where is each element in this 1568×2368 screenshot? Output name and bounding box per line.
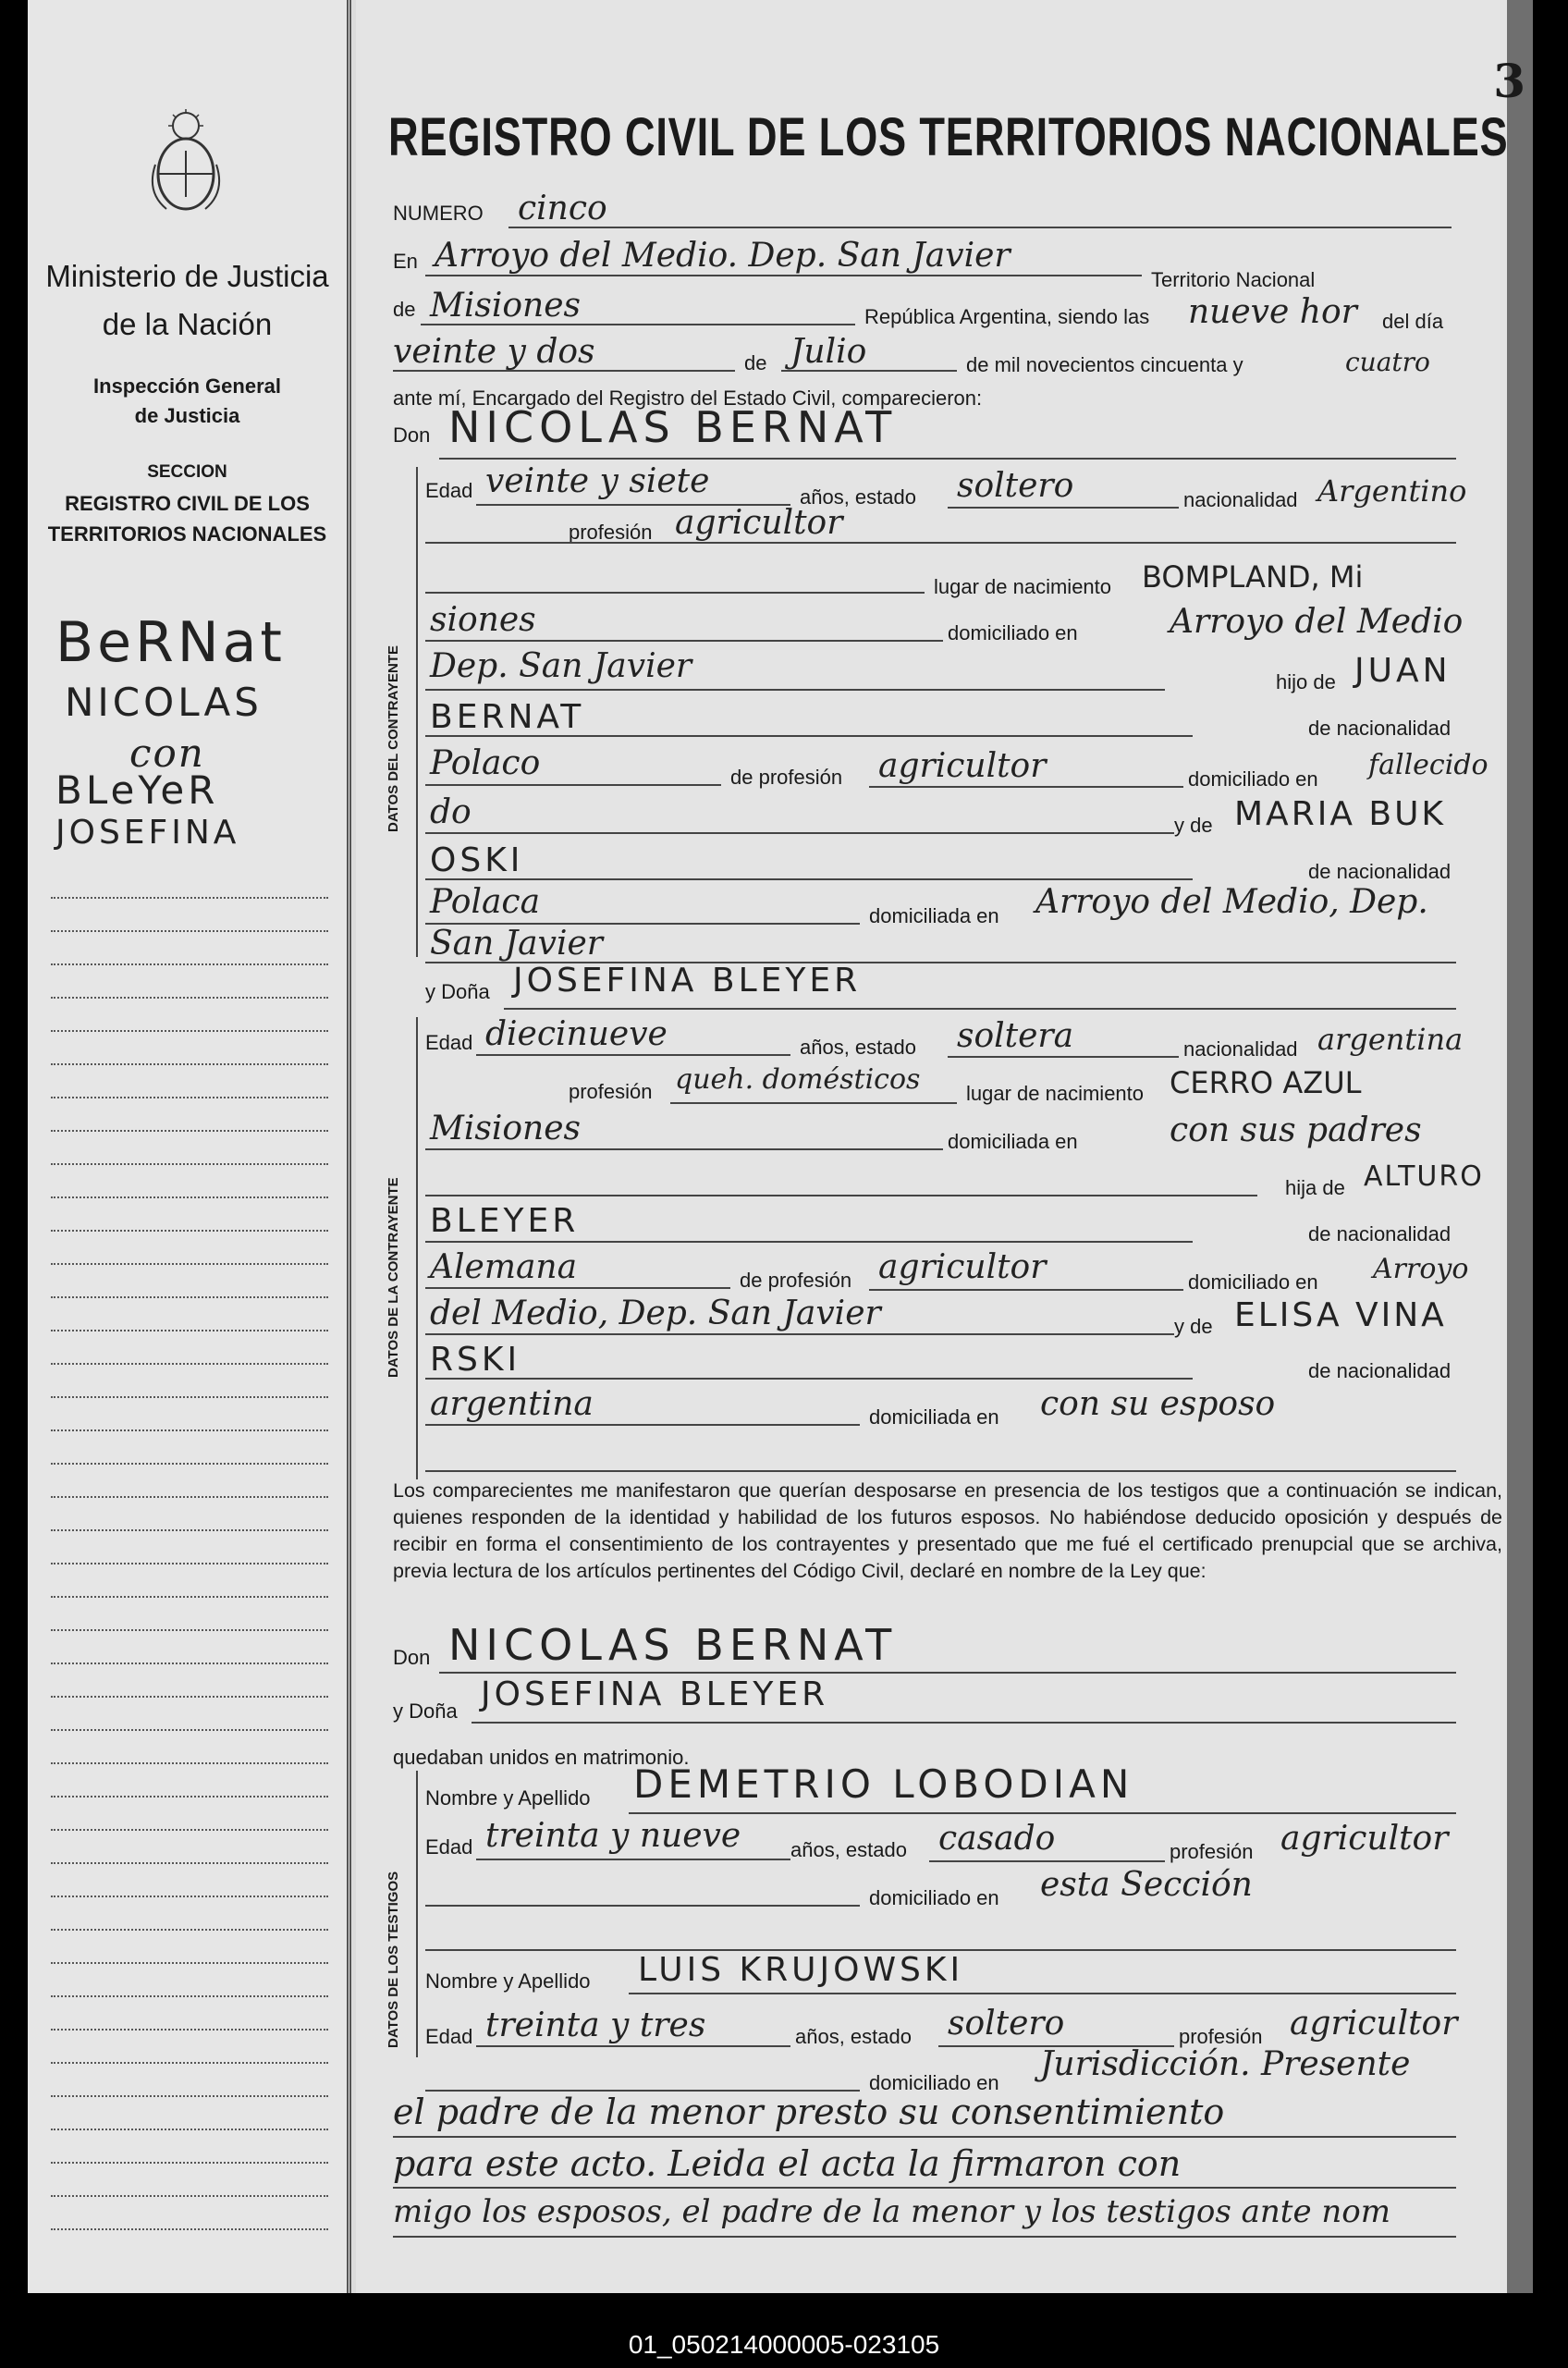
margin-rule: [51, 1563, 328, 1564]
rule: [476, 2045, 790, 2047]
rule: [421, 324, 855, 325]
de-nacionalidad-label-3: de nacionalidad: [1308, 1222, 1452, 1245]
profesion-label-2: profesión: [569, 1080, 653, 1103]
padre-nacionalidad: Polaco: [430, 744, 541, 782]
rule: [629, 1812, 1456, 1814]
domiciliado-label: domiciliado en: [948, 621, 1078, 644]
t1-nombre-label: Nombre y Apellido: [425, 1786, 591, 1810]
inspeccion-label: Inspección General: [93, 374, 281, 398]
decl-don-label: Don: [393, 1646, 431, 1669]
del-dia-label: del día: [1382, 310, 1444, 333]
margin-rule: [51, 1263, 328, 1265]
testigos-bracket: [416, 1771, 418, 2057]
rule: [425, 1905, 860, 1907]
nacionalidad-value: Argentino: [1317, 473, 1467, 509]
margin-rule: [51, 2029, 328, 2031]
territorio-label: Territorio Nacional: [1151, 268, 1316, 291]
padre-value-2: ALTURO: [1364, 1160, 1484, 1193]
image-footer-id: 01_050214000005-023105: [628, 2330, 940, 2359]
margin-rule: [51, 1896, 328, 1897]
madre-domiciliada: Arroyo del Medio, Dep.: [1035, 883, 1428, 921]
rule: [393, 2136, 1456, 2138]
rule: [670, 1102, 957, 1104]
rule: [439, 1672, 1456, 1674]
closing-line-1: el padre de la menor presto su consentimiento: [393, 2092, 1225, 2132]
contrayente-bracket: [416, 467, 418, 957]
rule: [425, 832, 1174, 834]
domiciliada-label: domiciliada en: [948, 1130, 1078, 1153]
rule: [393, 2187, 1456, 2189]
y-de-label-2: y de: [1174, 1315, 1213, 1338]
margin-rule: [51, 1330, 328, 1331]
margin-rule: [51, 1796, 328, 1797]
en-label: En: [393, 250, 418, 273]
rule: [393, 370, 735, 372]
madre-domiciliada-cont: San Javier: [430, 925, 604, 963]
edad-label: Edad: [425, 479, 473, 502]
madre-domiciliada-label-2: domiciliada en: [869, 1405, 999, 1429]
padre-nacionalidad-2: Alemana: [430, 1248, 578, 1286]
lugar-nacimiento-label-2: lugar de nacimiento: [966, 1082, 1145, 1105]
rule: [425, 735, 1193, 737]
margin-rule: [51, 1729, 328, 1731]
contrayenta-bracket: [416, 1017, 418, 1479]
margin-rule: [51, 1962, 328, 1964]
rule: [629, 1993, 1456, 1994]
margin-rule: [51, 1230, 328, 1232]
padre-domiciliado-label: domiciliado en: [1188, 767, 1318, 791]
rule: [425, 689, 1165, 691]
margin-rule: [51, 1363, 328, 1365]
margin-note-surname2: BLeYeR: [55, 767, 219, 813]
de-nacionalidad-label-2: de nacionalidad: [1308, 860, 1452, 883]
margin-note-name: NICOLAS: [65, 680, 263, 725]
rule: [472, 1722, 1456, 1724]
margin-rule: [51, 1663, 328, 1664]
margin-rule: [51, 1396, 328, 1398]
t1-edad-label: Edad: [425, 1835, 473, 1859]
rule: [425, 1287, 730, 1289]
register-page: [28, 0, 1533, 2293]
margin-note-con: con: [129, 730, 205, 776]
t1-estado-value: casado: [938, 1820, 1056, 1858]
madre-cont-2: RSKI: [430, 1341, 521, 1379]
closing-line-3: migo los esposos, el padre de la menor y los testigos ante nom: [393, 2193, 1391, 2230]
t2-edad-value: treinta y tres: [485, 2006, 706, 2044]
margin-rule: [51, 1629, 328, 1631]
rule: [425, 1241, 1193, 1243]
margin-rule: [51, 1529, 328, 1531]
rule: [425, 1470, 1456, 1472]
rule: [425, 640, 943, 642]
margin-note-surname: BeRNat: [55, 610, 286, 675]
padre-cont-2: BLEYER: [430, 1202, 580, 1240]
closing-line-2: para este acto. Leida el acta la firmaron con: [393, 2143, 1182, 2184]
t2-estado-value: soltero: [948, 2005, 1065, 2043]
hija-label: hija de: [1285, 1176, 1345, 1199]
rule: [504, 1008, 1456, 1010]
t2-domiciliado-value: Jurisdicción. Presente: [1040, 2045, 1411, 2083]
margin-rule: [51, 897, 328, 899]
rule: [393, 2236, 1456, 2238]
margin-rule: [51, 2095, 328, 2097]
margin-rule: [51, 1862, 328, 1864]
padre-domiciliado-label-2: domiciliado en: [1188, 1270, 1318, 1294]
nacionalidad-label: nacionalidad: [1183, 488, 1298, 511]
decl-don-value: NICOLAS BERNAT: [448, 1620, 898, 1670]
rule: [425, 1195, 1257, 1196]
edad-label-2: Edad: [425, 1031, 473, 1054]
anos-label: años, estado: [800, 485, 916, 509]
edad-value: veinte y siete: [485, 462, 710, 500]
estado-value-2: soltera: [957, 1017, 1074, 1055]
hora-value: nueve hor: [1188, 293, 1357, 331]
t1-domiciliado-value: esta Sección: [1040, 1866, 1253, 1904]
margin-rule: [51, 2228, 328, 2230]
republica-label: República Argentina, siendo las: [864, 305, 1150, 328]
padre-profesion-2: agricultor: [878, 1248, 1047, 1286]
madre-domiciliada-2: con su esposo: [1040, 1385, 1276, 1423]
rule: [425, 542, 1456, 544]
de-nacionalidad-label: de nacionalidad: [1308, 717, 1452, 740]
domiciliado-value: Arroyo del Medio: [1170, 603, 1464, 641]
domiciliado-cont: Dep. San Javier: [430, 647, 692, 685]
lugar-nacimiento-label: lugar de nacimiento: [934, 575, 1112, 598]
rule: [425, 1333, 1174, 1335]
rule: [781, 370, 957, 372]
rule: [869, 786, 1183, 788]
t2-profesion-label: profesión: [1179, 2025, 1263, 2048]
margin-note-name2: JOSEFINA: [55, 814, 240, 852]
t1-nombre-value: DEMETRIO LOBODIAN: [633, 1761, 1134, 1807]
nacionalidad-value-2: argentina: [1317, 1022, 1464, 1057]
lugar-nacimiento-value: BOMPLAND, Mi: [1142, 559, 1364, 595]
edad-value-2: diecinueve: [485, 1015, 668, 1053]
margin-rule: [51, 1296, 328, 1298]
margin-rule: [51, 1063, 328, 1065]
padre-domiciliado: fallecido: [1368, 749, 1488, 781]
t2-anos-label: años, estado: [795, 2025, 912, 2048]
lugar-nacimiento-cont: siones: [430, 601, 536, 639]
madre-nacionalidad-2: argentina: [430, 1385, 594, 1423]
domiciliada-value: con sus padres: [1170, 1111, 1422, 1149]
t2-profesion-value: agricultor: [1290, 2005, 1458, 2043]
rule: [929, 1860, 1165, 1862]
seccion-name: REGISTRO CIVIL DE LOS: [65, 492, 310, 515]
t1-profesion-label: profesión: [1170, 1840, 1254, 1863]
left-margin-column: [28, 0, 351, 2293]
coat-of-arms-icon: [148, 109, 224, 215]
padre-domiciliado-cont-2: del Medio, Dep. San Javier: [430, 1294, 881, 1332]
rule: [476, 1054, 790, 1056]
t2-nombre-label: Nombre y Apellido: [425, 1969, 591, 1993]
de-mes-label: de: [744, 351, 767, 374]
profesion-value: agricultor: [675, 504, 843, 542]
margin-rule: [51, 2195, 328, 2197]
rule: [425, 275, 1142, 276]
declaration-text: Los comparecientes me manifestaron que querían desposarse en presencia de los testigos que a continuación se indican, quienes responden de la identidad y habilidad de los futuros esposos. No habiéndose deducido oposición y después de recibir en forma el consentimiento de los contrayentes y presentado que me fué el certificado prenupcial que se archiva, previa lectura de los artículos pertinentes del Código Civil, declaré en nombre de la Ley que:: [393, 1479, 1502, 1582]
quedaban-label: quedaban unidos en matrimonio.: [393, 1746, 690, 1769]
ministry-name: Ministerio de Justicia: [45, 259, 329, 293]
rule: [508, 227, 1452, 228]
anio-value: cuatro: [1345, 347, 1430, 377]
seccion-label: SECCION: [147, 462, 227, 482]
lugar-acto-value: Arroyo del Medio. Dep. San Javier: [435, 237, 1011, 275]
margin-rule: [51, 1030, 328, 1032]
margin-rule: [51, 1130, 328, 1132]
rule: [948, 1056, 1179, 1058]
form-body: [356, 0, 1507, 2293]
profesion-label: profesión: [569, 521, 653, 544]
nacionalidad-label-2: nacionalidad: [1183, 1037, 1298, 1061]
seccion-name-line2: TERRITORIOS NACIONALES: [47, 522, 327, 546]
estado-value: soltero: [957, 467, 1074, 505]
anio-label: de mil novecientos cincuenta y: [966, 353, 1243, 376]
padre-profesion: agricultor: [878, 747, 1047, 785]
rule: [425, 1148, 943, 1150]
margin-rule: [51, 1696, 328, 1698]
dona-value: JOSEFINA BLEYER: [513, 962, 862, 1000]
margin-rule: [51, 1429, 328, 1431]
margin-rule: [51, 1829, 328, 1831]
contrayente-side-label: DATOS DEL CONTRAYENTE: [386, 645, 401, 832]
t1-domiciliado-label: domiciliado en: [869, 1886, 999, 1909]
inspeccion-label-line2: de Justicia: [134, 404, 240, 427]
rule: [425, 1424, 860, 1426]
dia-value: veinte y dos: [393, 333, 595, 371]
de-nacionalidad-label-4: de nacionalidad: [1308, 1359, 1452, 1382]
book-binding: [1507, 0, 1533, 2293]
madre-domiciliada-label: domiciliada en: [869, 904, 999, 927]
margin-rule: [51, 930, 328, 932]
madre-value: MARIA BUK: [1234, 795, 1447, 833]
margin-rule: [51, 2129, 328, 2130]
padre-domiciliado-cont: do: [430, 793, 472, 831]
margin-rule: [51, 1163, 328, 1165]
margin-rule: [51, 1596, 328, 1598]
mes-value: Julio: [790, 333, 867, 371]
rule: [948, 507, 1179, 509]
de-profesion-label-2: de profesión: [740, 1269, 852, 1292]
de-profesion-label: de profesión: [730, 766, 843, 789]
t2-domiciliado-label: domiciliado en: [869, 2071, 999, 2094]
y-de-label: y de: [1174, 814, 1213, 837]
padre-value: JUAN: [1354, 652, 1452, 690]
margin-rule: [51, 1995, 328, 1997]
margin-rule: [51, 1929, 328, 1931]
numero-label: NUMERO: [393, 202, 484, 225]
dona-label: y Doña: [425, 980, 490, 1003]
page-number: 3: [1493, 54, 1525, 108]
hijo-label: hijo de: [1276, 670, 1336, 693]
rule: [425, 878, 1193, 880]
t2-edad-label: Edad: [425, 2025, 473, 2048]
rule: [476, 1859, 790, 1860]
territorio-value: Misiones: [430, 287, 582, 325]
de-label: de: [393, 298, 416, 321]
madre-value-2: ELISA VINA: [1234, 1296, 1447, 1334]
ante-label: ante mí, Encargado del Registro del Estado Civil, comparecieron:: [393, 386, 983, 410]
margin-rule: [51, 1496, 328, 1498]
margin-rule: [51, 2162, 328, 2164]
lugar-nacimiento-value-2: CERRO AZUL: [1170, 1065, 1362, 1100]
rule: [439, 458, 1456, 460]
margin-rule: [51, 1762, 328, 1764]
margin-rule: [51, 1463, 328, 1465]
lugar-nacimiento-cont-2: Misiones: [430, 1110, 582, 1147]
t1-anos-label: años, estado: [790, 1838, 907, 1861]
t2-nombre-value: LUIS KRUJOWSKI: [638, 1951, 964, 1989]
don-value: NICOLAS BERNAT: [448, 402, 898, 452]
padre-cont: BERNAT: [430, 698, 585, 736]
anos-label-2: años, estado: [800, 1036, 916, 1059]
numero-value: cinco: [518, 190, 607, 227]
margin-rule: [51, 2062, 328, 2064]
margin-rule: [51, 1097, 328, 1098]
rule: [425, 592, 925, 594]
rule: [425, 784, 721, 786]
margin-rule: [51, 963, 328, 965]
margin-rule: [51, 1196, 328, 1198]
contrayenta-side-label: DATOS DE LA CONTRAYENTE: [386, 1177, 401, 1378]
padre-domiciliado-2: Arroyo: [1373, 1253, 1469, 1285]
rule: [425, 1378, 1193, 1380]
don-label: Don: [393, 423, 431, 447]
madre-nacionalidad: Polaca: [430, 883, 541, 921]
decl-dona-label: y Doña: [393, 1699, 458, 1723]
t1-profesion-value: agricultor: [1280, 1820, 1449, 1858]
page-title: REGISTRO CIVIL DE LOS TERRITORIOS NACIONALES: [388, 107, 1509, 167]
t1-edad-value: treinta y nueve: [485, 1817, 741, 1855]
rule: [869, 1289, 1183, 1291]
decl-dona-value: JOSEFINA BLEYER: [481, 1675, 829, 1713]
testigos-side-label: DATOS DE LOS TESTIGOS: [386, 1871, 401, 2048]
ministry-name-line2: de la Nación: [102, 307, 273, 341]
madre-cont: OSKI: [430, 841, 524, 879]
margin-rule: [51, 997, 328, 999]
profesion-value-2: queh. domésticos: [675, 1063, 921, 1096]
